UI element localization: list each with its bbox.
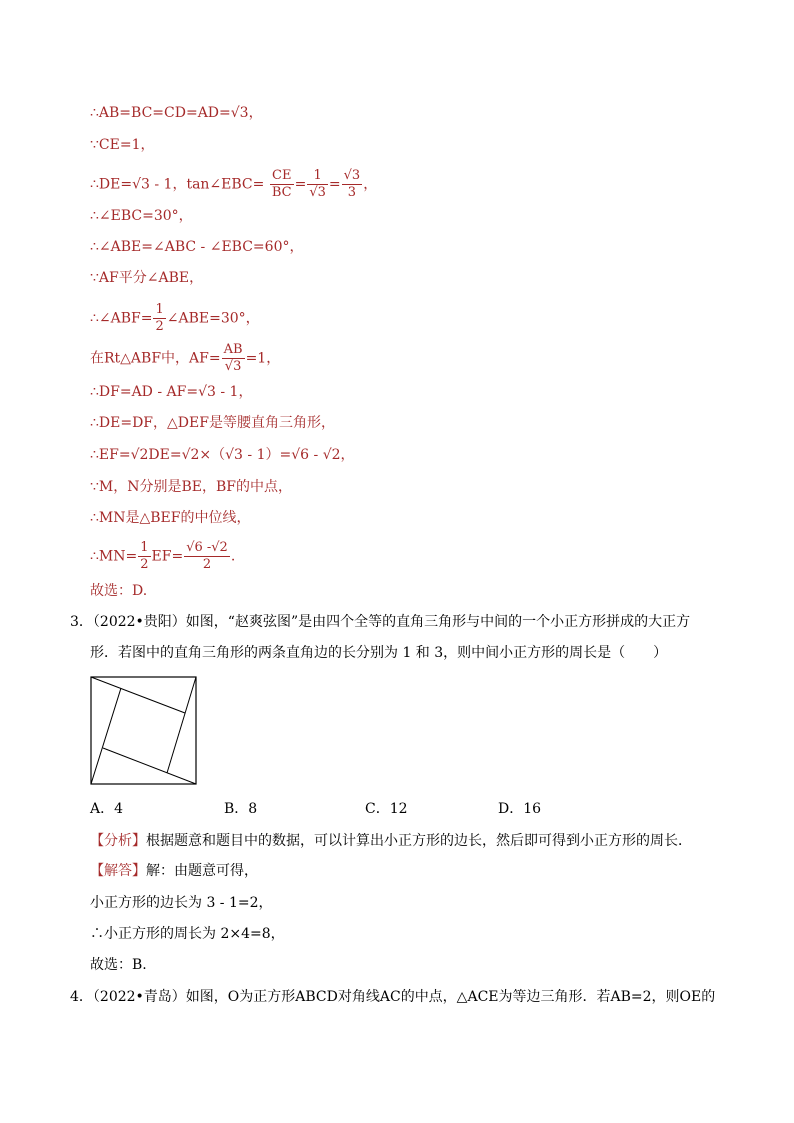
line14-text-b: EF= [151,548,184,565]
solution-line-3: ∴DE=√3 - 1，tan∠EBC= $\frac{CE}{BC}$ = $\frac{1}{√3}$ = $\frac{√3}{3}$ ， [90,168,378,200]
fraction-ab-sqrt3: $\frac{AB}{√3}$ [223,342,243,374]
line14-text: ∴MN= [90,548,138,565]
fraction-sqrt3-3: $\frac{√3}{3}$ [343,168,361,200]
solution-line-5: ∴∠ABE=∠ABC - ∠EBC=60°， [90,239,304,255]
line7-text: ∴∠ABF= [90,310,153,327]
triangle-edge-3 [103,748,196,784]
line8-text: 在Rt△ABF中，AF= [90,350,221,367]
analysis-text: 根据题意和题目中的数据，可以计算出小正方形的边长，然后即可得到小正方形的周长． [146,833,692,849]
zhao-shuang-diagram [90,676,198,786]
answer-tag: 【解答】 [90,863,146,879]
option-b: B．8 [224,801,258,817]
solution-line-14 [90,540,235,573]
line14-text-c: . [230,548,236,565]
triangle-edge-2 [167,677,196,773]
question-4-line-1: 4．（2022•青岛）如图，O为正方形ABCD对角线AC的中点，△ACE为等边三角形．若AB=2，则OE的 [70,989,716,1005]
triangle-edge-1 [91,677,185,713]
line3-text: ∴DE=√3 - 1，tan∠EBC= [90,176,265,193]
solution-line-4: ∴∠EBC=30°， [90,208,193,224]
fraction-1-sqrt3: $\frac{1}{√3}$ [309,168,326,200]
solution-line-7 [90,302,260,335]
solution-line-13: ∴MN是△BEF的中位线， [90,510,251,526]
solution-line-15: 故选：D. [90,583,148,599]
analysis-line [90,831,692,851]
answer-text: 解：由题意可得， [146,863,258,879]
option-c: C．12 [365,801,408,817]
line8-text-b: =1， [245,350,281,367]
fraction-1-2: $\frac{1}{2}$ [155,302,164,334]
fraction-ce-bc: $\frac{CE}{BC}$ [271,168,292,200]
solution-line-2: ∵CE=1， [90,137,155,153]
solution-line-6: ∵AF平分∠ABE， [90,270,204,286]
line7-text-b: ∠ABE=30°， [166,310,260,327]
fraction-sqrt6-sqrt2-2: $\frac{√6 -√2}{2}$ [186,540,228,572]
answer-line [90,861,258,881]
solution-line-11: ∴EF=√2DE=√2×（√3 - 1）=√6 - √2， [90,447,355,463]
solution-line-1: ∴AB=BC=CD=AD=√3， [90,105,263,121]
answer-step-3: 故选：B. [90,957,147,973]
option-a: A．4 [90,801,124,817]
answer-step-1: 小正方形的边长为 3 - 1=2， [90,895,273,911]
option-d: D．16 [498,801,542,817]
answer-step-2: ∴小正方形的周长为 2×4=8， [90,926,285,942]
solution-line-10: ∴DE=DF，△DEF是等腰直角三角形， [90,415,335,431]
question-3-line-1: 3．（2022•贵阳）如图，“赵爽弦图”是由四个全等的直角三角形与中间的一个小正方形拼成的大正方 [70,614,691,630]
solution-line-12: ∵M，N分别是BE，BF的中点， [90,479,293,495]
question-3-line-2: 形．若图中的直角三角形的两条直角边的长分别为 1 和 3，则中间小正方形的周长是（ ） [90,645,668,661]
triangle-edge-4 [91,688,121,784]
solution-line-8 [90,342,280,375]
analysis-tag: 【分析】 [90,833,146,849]
solution-line-9: ∴DF=AD - AF=√3 - 1， [90,384,253,400]
fraction-1-2-b: $\frac{1}{2}$ [140,540,149,572]
